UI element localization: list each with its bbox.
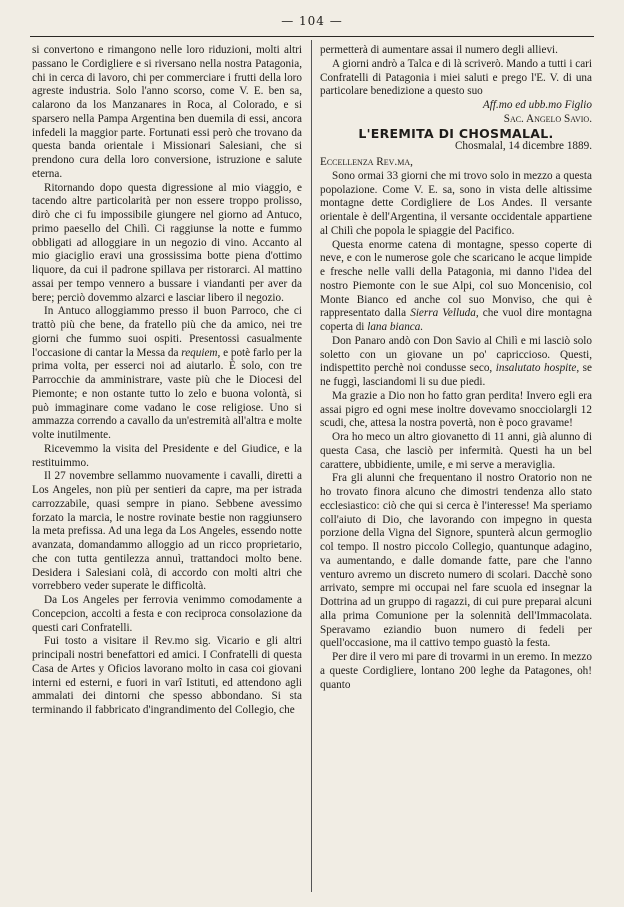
paragraph: si convertono e rimangono nelle loro riduzioni, molti altri passano le Cordigliere e si riversano nella nostra Patagonia, chi in cerca di lavoro, chi per commerciare i frutti della loro agreste industria. Solo l'anno scorso, come V. E. ben sa, calarono da los Manzanares in Roca, al Colorado, e si sparsero nella Pampa Argentina ben duemila di essi, ancora infedeli la maggior parte. Fortunati essi però che trovano da questa banda orientale i Missionari Salesiani, che si prendono cura della loro conversione, istruzione e salute eterna. — [32, 44, 302, 180]
paragraph: In Antuco alloggiammo presso il buon Parroco, che ci trattò più che bene, da fratello più che da amico, nei tre giorni che fummo suoi ospiti. Presentossi casualmente l'occasione di cantar la Messa da requiem, e potè farlo per la prima volta, per esserci noi ad aiutarlo. È solo, con tre Parrocchie da amministrare, vaste più che le Diocesi del Piemonte; e non ostante tutto lo zelo e buona volontà, si può immaginare come vadano le cose religiose. Uno si ammazza correndo a cavallo da un'estremità all'altra e molte volte inutilmente. — [32, 305, 303, 441]
column-divider — [311, 40, 312, 892]
salutation: Eccellenza Rev.ma, — [320, 156, 413, 168]
right-column — [320, 44, 592, 692]
paragraph: Ma grazie a Dio non ho fatto gran perdita! Invero egli era assai pigro ed ogni mese inoltre dovevamo snocciolargli 12 scudi, che, attesa la nostra povertà, non è poco gravame! — [320, 389, 592, 430]
paragraph: Ritornando dopo questa digressione al mio viaggio, e tacendo altre particolarità per non essere troppo prolisso, dirò che ci fu impossibile giungere nel giorno ad Antuco, primo paesello del Chilì. Ci raggiunse la notte e fummo obbligati ad alloggiare in un negozio di vino. Accanto al mio giaciglio eravi una grossissima botte piena d'ottimo liquore, da cui il padrone spillava per ristorarci. Al mattino assai per tempo vennero a bussare i viandanti per aver da bere; perciò dovemmo alzarci e lasciar libero il negozio. — [32, 181, 302, 304]
paragraph: Ora ho meco un altro giovanetto di 11 anni, già alunno di questa Casa, che lasciò per infermità. Questi ha un bel carattere, ubbidiente, umile, e mi serve a meraviglia. — [320, 431, 592, 471]
italic-text: requiem, — [181, 346, 221, 359]
paragraph: A giorni andrò a Talca e di là scriverò. Mando a tutti i cari Confratelli di Patagonia i miei saluti e prego l'E. V. di una particolare benedizione a questo suo — [320, 57, 592, 98]
signature: Aff.mo ed ubb.mo Figlio — [482, 99, 592, 111]
dateline: Chosmalal, 14 dicembre 1889. — [454, 140, 592, 153]
paragraph: Don Panaro andò con Don Savio al Chilì e mi lasciò solo soletto con un giovane un po' capriccioso. Questi, indispettito perchè noi condusse seco, insalutato hospite, se ne fuggì, lasciandomi li su due piedi. — [320, 334, 592, 388]
header-rule — [30, 36, 594, 37]
section-heading: L'EREMITA DI CHOSMALAL. — [358, 125, 554, 141]
paragraph: Questa enorme catena di montagne, spesso coperte di neve, e con le numerose gole che scaricano le acque limpide e fresche nelle valli della Patagonia, mi danno l'idea del nostro Piemonte con le sue Alpi, col suo Moncenisio, col Monte Bianco ed anche col suo Monviso, che qui è rappresentato dalla Sierra Velluda, che vuol dire montagna coperta di lana bianca. — [320, 238, 592, 333]
left-column — [32, 44, 302, 718]
italic-text: lana bianca. — [367, 321, 424, 333]
signer-name: Sac. Angelo Savio. — [503, 112, 592, 125]
italic-text: Sierra Velluda, — [410, 307, 479, 320]
paragraph: Sono ormai 33 giorni che mi trovo solo in mezzo a questa popolazione. Come V. E. sa, sono in vista delle altissime montagne dette Cordigliere de Los Andes. Il versante orientale è dell'Argentina, il versante occidentale appartiene al Chilì che popola le spiaggie del Pacifico. — [320, 169, 592, 237]
paragraph: Per dire il vero mi pare di trovarmi in un eremo. In mezzo a queste Cordigliere, lontano 200 leghe da Patagones, oh! quanto — [320, 651, 592, 691]
paragraph: Il 27 novembre sellammo nuovamente i cavalli, diretti a Los Angeles, non più per sentieri da capre, ma per istrada carrozzabile, quasi sempre in piano. Sebbene avessimo forzato la marcia, le nostre rovinate bestie non raggiunsero la meta prefissa. Ad una lega da Los Angeles, essendo notte avanzata, domandammo alloggio ad un ricco proprietario, che con tutta gentilezza annuì, trattandoci molto bene. Desidera i Salesiani colà, di accordo con molti altri che vorrebbero veder superate le difficoltà. — [32, 470, 302, 593]
page-number: — 104 — — [281, 14, 343, 28]
paragraph: Fra gli alunni che frequentano il nostro Oratorio non ne ho trovato finora alcuno che dimostri tendenza allo stato ecclesiastico: ciò che qui si cerca è l'interesse! Ma speriamo coll'aiuto di Dio, che lavorando con impegno in questa porzione della Vigna del Signore, spunterà alcun germoglio col tempo. Il nostro piccolo Collegio, quantunque adagino, va aumentando, e dalle domande fatte, pare che l'anno venturo avremo un discreto numero di scolari. Dacchè sono arrivato, sempre mi occupai nel fare scuola ed insegnar la Dottrina ad un gruppo di ragazzi, di cui pure preparai alcuni alla prima Comunione per la solennità dell'Immacolata. Speravamo eziandio buon numero di fedeli per quell'occasione, ma il cattivo tempo guastò la festa. — [320, 472, 592, 650]
paragraph: Ricevemmo la visita del Presidente e del Giudice, e la restituimmo. — [32, 442, 302, 469]
paragraph: permetterà di aumentare assai il numero degli allievi. — [320, 44, 558, 56]
paragraph: Da Los Angeles per ferrovia venimmo comodamente a Concepcion, accolti a festa e con reciproca consolazione da questi cari Confratelli. — [32, 594, 302, 634]
italic-text: insalutato hospite, — [495, 362, 580, 375]
paragraph: Fui tosto a visitare il Rev.mo sig. Vicario e gli altri principali nostri benefattori ed amici. I Confratelli di questa Casa de Artes y Oficios lavorano molto in casa coi giovani interni ed esterni, e fuori in varî Istituti, ed attendono agli ammalati dei dintorni che spesso abbondano. Si sta terminando il fabbricato d'ingrandimento del Collegio, che — [32, 635, 302, 716]
